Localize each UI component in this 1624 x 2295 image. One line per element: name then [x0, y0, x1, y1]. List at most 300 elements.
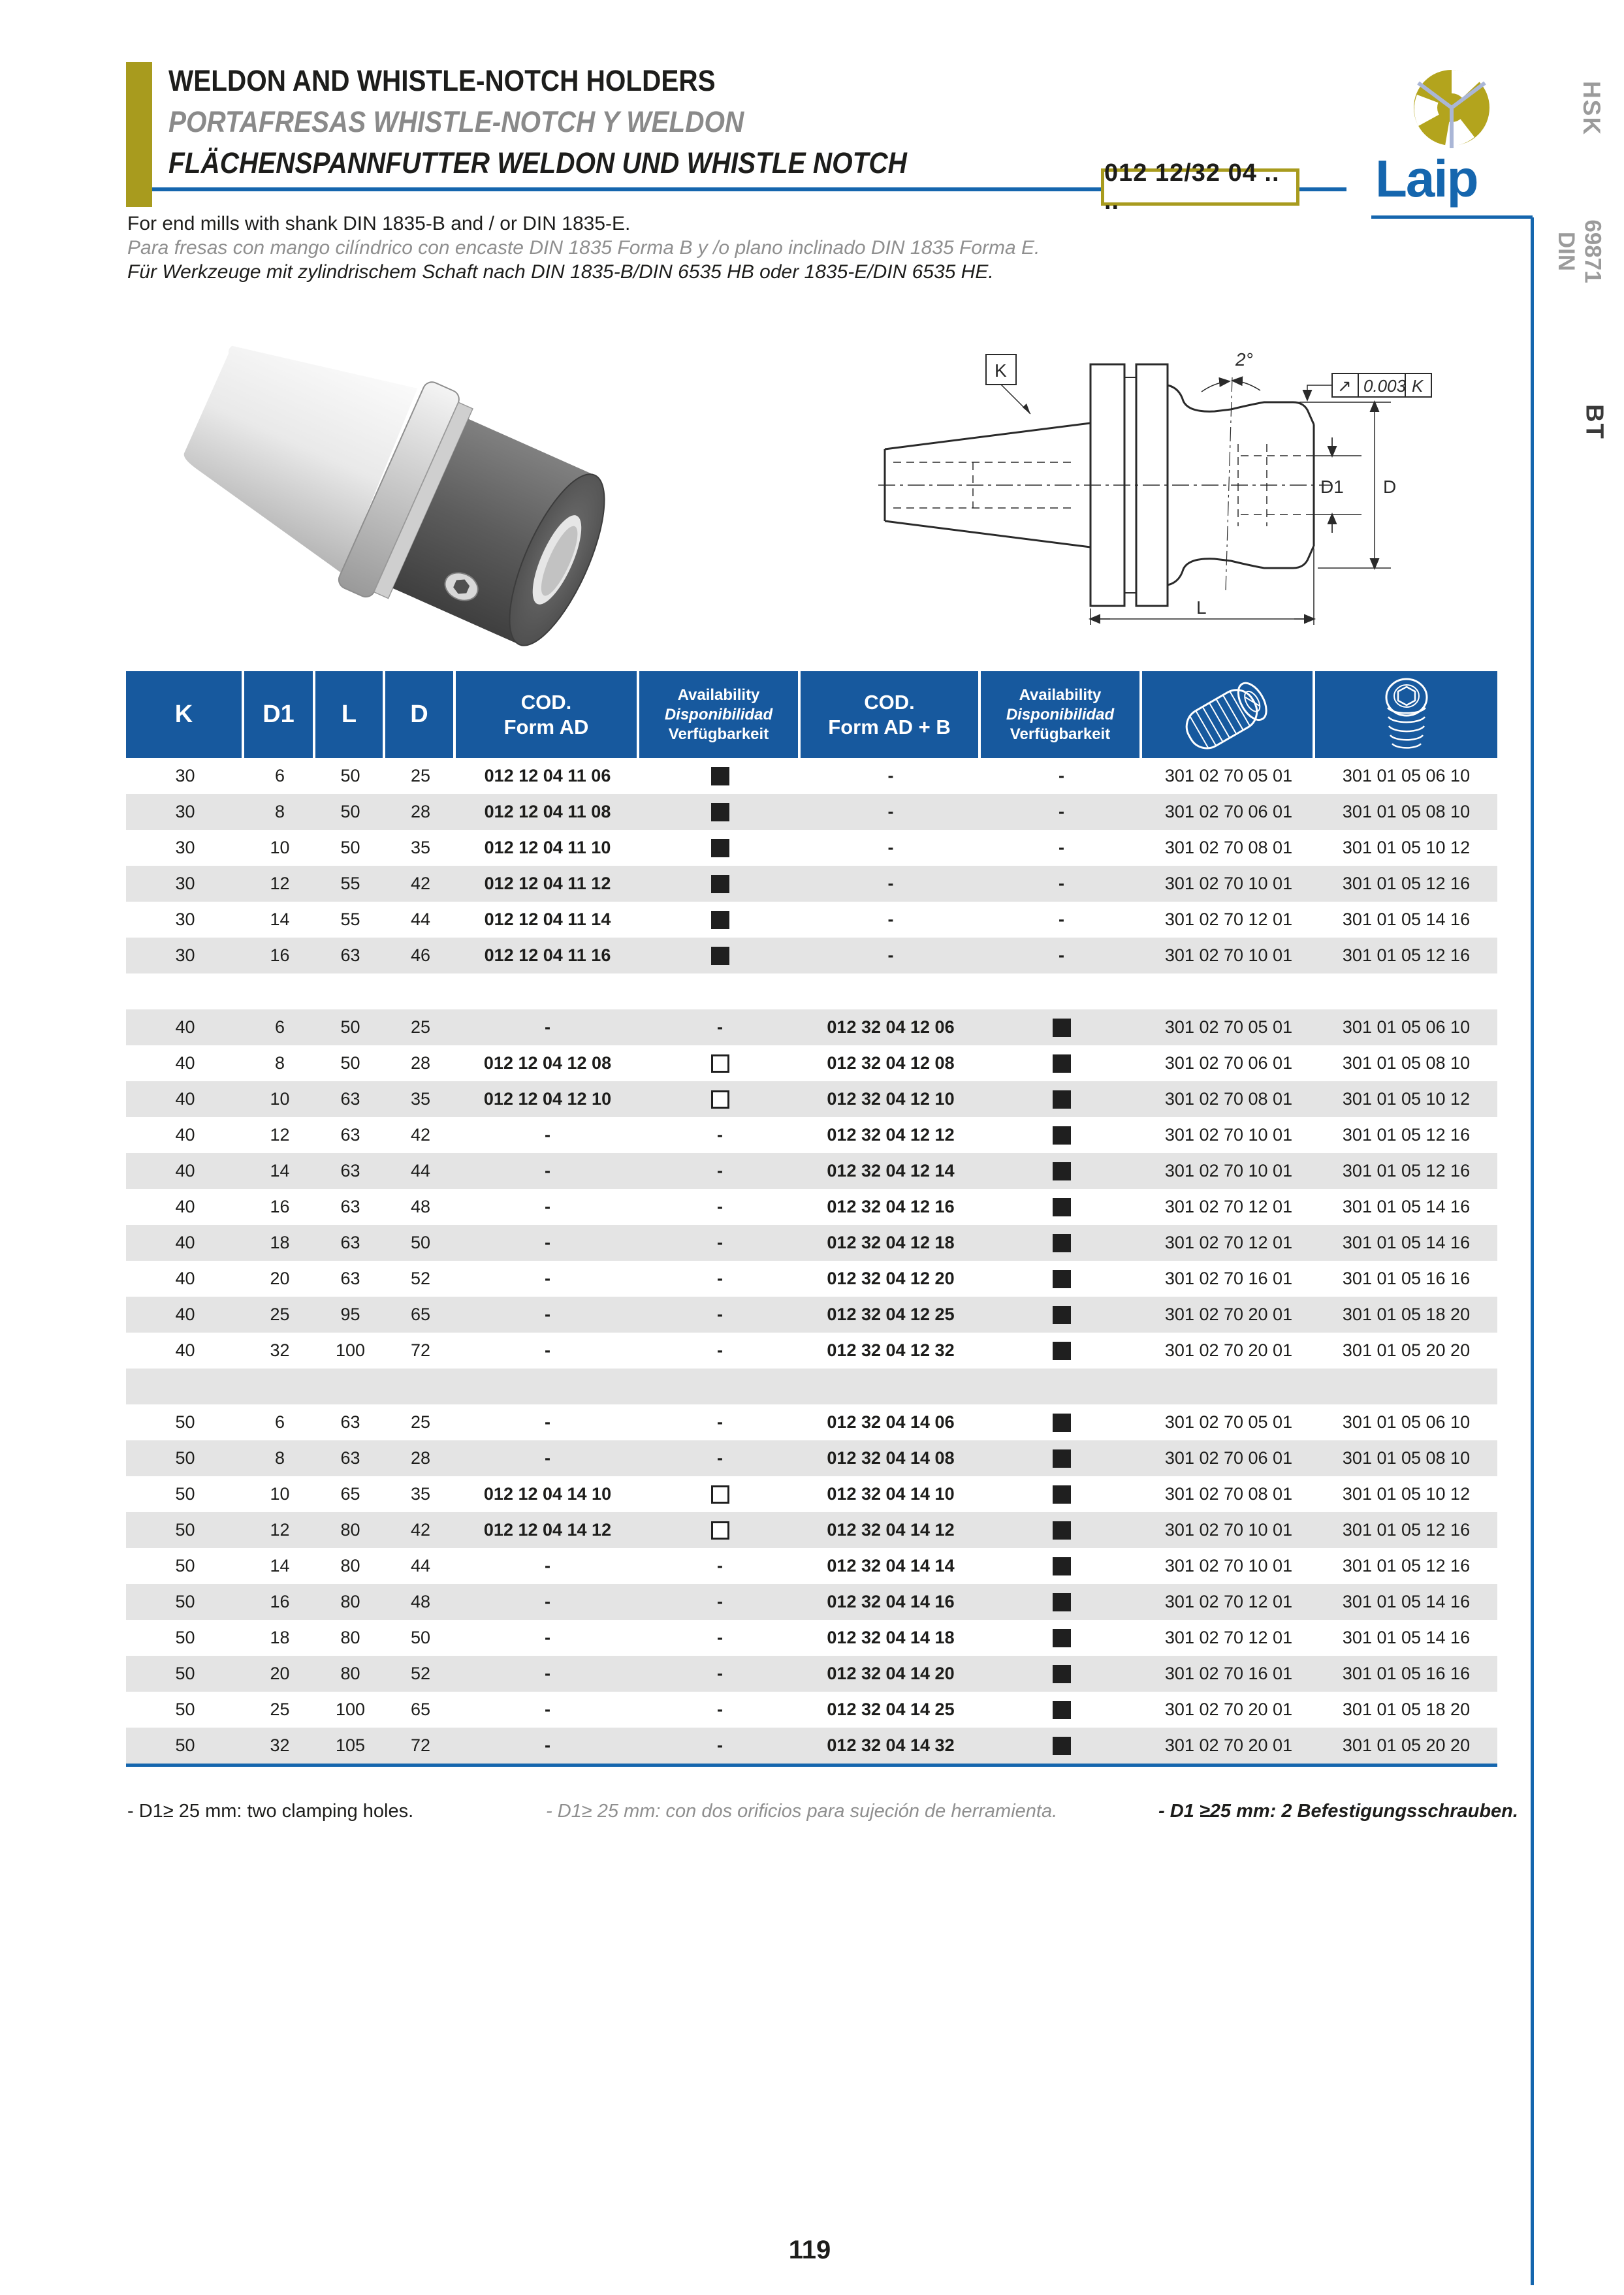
l-cell: 80 — [340, 1664, 360, 1683]
availability-filled-square — [1053, 1054, 1071, 1073]
cod-form-adb-cell: 012 32 04 14 08 — [827, 1448, 955, 1468]
cod-form-adb-cell: 012 32 04 12 20 — [827, 1269, 955, 1288]
page-title — [168, 60, 989, 183]
availability-adb-cell — [981, 1620, 1142, 1656]
table-row — [126, 902, 1497, 938]
d1-cell: 6 — [274, 1017, 285, 1037]
d-cell: 42 — [410, 1520, 431, 1540]
availability-filled-square — [1053, 1126, 1071, 1145]
availability-ad-cell: - — [717, 1664, 723, 1683]
l-cell: 63 — [340, 1448, 360, 1468]
technical-drawing — [875, 340, 1606, 640]
l-cell: 63 — [340, 1412, 360, 1432]
title-es: PORTAFRESAS WHISTLE-NOTCH Y WELDON — [168, 105, 744, 138]
l-cell: 80 — [340, 1520, 360, 1540]
side-screw-code-cell: 301 02 70 05 01 — [1164, 1412, 1293, 1432]
availability-ad-cell: - — [717, 1700, 723, 1719]
l-cell: 50 — [340, 1017, 360, 1037]
front-screw-code-cell: 301 01 05 12 16 — [1342, 1520, 1471, 1540]
d1-cell: 10 — [270, 838, 290, 857]
logo-underline — [1371, 215, 1533, 219]
cod-form-adb-cell: 012 32 04 14 06 — [827, 1412, 955, 1432]
side-screw-code-cell: 301 02 70 12 01 — [1164, 910, 1293, 929]
d-cell: 52 — [410, 1269, 431, 1288]
k-cell: 40 — [175, 1089, 195, 1109]
cod-form-ad-cell: - — [545, 1161, 550, 1180]
availability-adb-cell — [981, 1261, 1142, 1297]
col-header-side-screw — [1142, 671, 1313, 758]
d1-cell: 14 — [270, 910, 290, 929]
l-cell: 63 — [340, 1197, 360, 1216]
availability-adb-cell — [981, 1045, 1142, 1081]
d1-cell: 20 — [270, 1664, 290, 1683]
availability-ad-cell: - — [717, 1448, 723, 1468]
d1-cell: 12 — [270, 1125, 290, 1145]
drawing-d-label: D — [1383, 477, 1397, 497]
front-screw-code-cell: 301 01 05 12 16 — [1342, 1161, 1471, 1180]
side-screw-code-cell: 301 02 70 08 01 — [1164, 1484, 1293, 1504]
table-row — [126, 1153, 1497, 1189]
table-row — [126, 830, 1497, 866]
side-tab-hsk: HSK — [1578, 80, 1605, 136]
side-screw-code-cell: 301 02 70 05 01 — [1164, 766, 1293, 785]
footnote-es: - D1≥ 25 mm: con dos orificios para sujeción de herramienta. — [546, 1801, 1058, 1822]
l-cell: 63 — [340, 1161, 360, 1180]
d-cell: 28 — [410, 1448, 431, 1468]
d1-cell: 25 — [270, 1700, 290, 1719]
table-row — [126, 1728, 1497, 1764]
col-header-cod-form-ad: COD. Form AD — [456, 671, 637, 758]
cod-form-adb-cell: 012 32 04 12 18 — [827, 1233, 955, 1252]
cod-form-ad-cell: - — [545, 1448, 550, 1468]
d1-cell: 18 — [270, 1233, 290, 1252]
availability-ad-cell: - — [717, 1197, 723, 1216]
table-row — [126, 1045, 1497, 1081]
k-cell: 40 — [175, 1269, 195, 1288]
availability-ad-cell — [639, 866, 801, 902]
front-screw-code-cell: 301 01 05 14 16 — [1342, 1628, 1471, 1647]
k-cell: 30 — [175, 766, 195, 785]
footnote-de: - D1 ≥25 mm: 2 Befestigungsschrauben. — [1158, 1801, 1518, 1822]
side-screw-code-cell: 301 02 70 12 01 — [1164, 1628, 1293, 1647]
table-row — [126, 758, 1497, 794]
k-cell: 50 — [175, 1700, 195, 1719]
table-bottom-rule — [126, 1764, 1497, 1767]
table-row — [126, 1404, 1497, 1440]
availability-filled-square — [1053, 1593, 1071, 1611]
side-screw-code-cell: 301 02 70 20 01 — [1164, 1700, 1293, 1719]
d1-cell: 16 — [270, 945, 290, 965]
set-screw-side-icon — [1166, 680, 1290, 750]
availability-adb-cell — [981, 1225, 1142, 1261]
l-cell: 50 — [340, 802, 360, 821]
front-screw-code-cell: 301 01 05 12 16 — [1342, 1556, 1471, 1575]
cod-form-adb-cell: - — [887, 838, 894, 857]
availability-adb-cell: - — [1059, 910, 1064, 929]
set-screw-front-icon — [1371, 676, 1442, 753]
cod-form-ad-cell: 012 12 04 14 12 — [483, 1520, 612, 1540]
availability-filled-square — [1053, 1342, 1071, 1360]
footnote-en: - D1≥ 25 mm: two clamping holes. — [127, 1801, 414, 1822]
side-screw-code-cell: 301 02 70 06 01 — [1164, 1053, 1293, 1073]
d-cell: 42 — [410, 874, 431, 893]
side-screw-code-cell: 301 02 70 10 01 — [1164, 1556, 1293, 1575]
l-cell: 95 — [340, 1305, 360, 1324]
availability-adb-cell: - — [1059, 945, 1064, 965]
l-cell: 63 — [340, 1233, 360, 1252]
d1-cell: 32 — [270, 1340, 290, 1360]
availability-filled-square — [711, 947, 729, 965]
cod-form-ad-cell: - — [545, 1340, 550, 1360]
availability-ad-cell — [639, 1081, 801, 1117]
table-row — [126, 866, 1497, 902]
availability-filled-square — [1053, 1270, 1071, 1288]
d-cell: 44 — [410, 1161, 431, 1180]
availability-filled-square — [711, 875, 729, 893]
d-cell: 25 — [410, 1017, 431, 1037]
d-cell: 35 — [410, 838, 431, 857]
availability-adb-cell: - — [1059, 802, 1064, 821]
table-row — [126, 1117, 1497, 1153]
cod-form-adb-cell: - — [887, 874, 894, 893]
d-cell: 65 — [410, 1700, 431, 1719]
availability-ad-cell: - — [717, 1556, 723, 1575]
availability-filled-square — [1053, 1665, 1071, 1683]
k-cell: 30 — [175, 874, 195, 893]
k-cell: 40 — [175, 1053, 195, 1073]
d1-cell: 6 — [274, 1412, 285, 1432]
cod-form-ad-cell: - — [545, 1197, 550, 1216]
d-cell: 28 — [410, 1053, 431, 1073]
side-tab-bt: BT — [1580, 404, 1608, 440]
d-cell: 72 — [410, 1735, 431, 1755]
k-cell: 30 — [175, 802, 195, 821]
intro-en: For end mills with shank DIN 1835-B and / or DIN 1835-E. — [127, 213, 631, 234]
availability-filled-square — [711, 911, 729, 929]
l-cell: 105 — [335, 1735, 366, 1755]
table-body — [126, 758, 1497, 1764]
k-cell: 40 — [175, 1197, 195, 1216]
availability-adb-cell — [981, 1333, 1142, 1369]
l-cell: 63 — [340, 1089, 360, 1109]
k-cell: 40 — [175, 1340, 195, 1360]
availability-ad-cell: - — [717, 1161, 723, 1180]
table-row — [126, 1009, 1497, 1045]
d-cell: 50 — [410, 1233, 431, 1252]
side-screw-code-cell: 301 02 70 20 01 — [1164, 1340, 1293, 1360]
side-screw-code-cell: 301 02 70 10 01 — [1164, 1520, 1293, 1540]
table-row — [126, 1512, 1497, 1548]
table-row — [126, 1225, 1497, 1261]
availability-filled-square — [1053, 1629, 1071, 1647]
side-screw-code-cell: 301 02 70 12 01 — [1164, 1592, 1293, 1611]
availability-adb-cell — [981, 1728, 1142, 1764]
k-cell: 50 — [175, 1520, 195, 1540]
table-row — [126, 1440, 1497, 1476]
availability-filled-square — [1053, 1090, 1071, 1109]
side-screw-code-cell: 301 02 70 12 01 — [1164, 1197, 1293, 1216]
side-screw-code-cell: 301 02 70 05 01 — [1164, 1017, 1293, 1037]
availability-ad-cell — [639, 1045, 801, 1081]
k-cell: 40 — [175, 1017, 195, 1037]
cod-form-adb-cell: - — [887, 910, 894, 929]
availability-ad-cell — [639, 1476, 801, 1512]
availability-ad-cell — [639, 902, 801, 938]
side-tab-din-line1: DIN — [1553, 231, 1579, 272]
k-cell: 30 — [175, 838, 195, 857]
k-cell: 40 — [175, 1161, 195, 1180]
availability-adb-cell — [981, 1153, 1142, 1189]
k-cell: 50 — [175, 1412, 195, 1432]
availability-ad-cell: - — [717, 1412, 723, 1432]
front-screw-code-cell: 301 01 05 12 16 — [1342, 1125, 1471, 1145]
group-separator — [126, 1369, 1497, 1404]
k-cell: 40 — [175, 1125, 195, 1145]
availability-adb-cell — [981, 1081, 1142, 1117]
d-cell: 48 — [410, 1592, 431, 1611]
availability-adb-cell — [981, 1584, 1142, 1620]
cod-form-ad-cell: - — [545, 1125, 550, 1145]
availability-adb-cell — [981, 1189, 1142, 1225]
tolerance-value: 0.003 — [1363, 376, 1407, 396]
d1-cell: 12 — [270, 874, 290, 893]
d1-cell: 18 — [270, 1628, 290, 1647]
cod-form-adb-cell: 012 32 04 12 06 — [827, 1017, 955, 1037]
d-cell: 28 — [410, 802, 431, 821]
drawing-angle-label: 2° — [1235, 349, 1253, 370]
availability-filled-square — [1053, 1234, 1071, 1252]
l-cell: 80 — [340, 1628, 360, 1647]
intro-es: Para fresas con mango cilíndrico con encaste DIN 1835 Forma B y /o plano inclinado DIN 1835 Forma E. — [127, 237, 1040, 259]
d1-cell: 8 — [274, 1448, 285, 1468]
cod-form-ad-cell: - — [545, 1233, 550, 1252]
availability-ad-cell: - — [717, 1340, 723, 1360]
table-header — [126, 671, 1497, 758]
d-cell: 35 — [410, 1089, 431, 1109]
l-cell: 50 — [340, 1053, 360, 1073]
l-cell: 65 — [340, 1484, 360, 1504]
front-screw-code-cell: 301 01 05 08 10 — [1342, 1448, 1471, 1468]
table-row — [126, 1476, 1497, 1512]
front-screw-code-cell: 301 01 05 18 20 — [1342, 1700, 1471, 1719]
availability-filled-square — [711, 803, 729, 821]
side-screw-code-cell: 301 02 70 08 01 — [1164, 838, 1293, 857]
cod-form-adb-cell: 012 32 04 14 18 — [827, 1628, 955, 1647]
d-cell: 44 — [410, 910, 431, 929]
cod-form-ad-cell: 012 12 04 11 08 — [484, 802, 611, 821]
availability-filled-square — [1053, 1485, 1071, 1504]
title-en: WELDON AND WHISTLE-NOTCH HOLDERS — [168, 64, 716, 97]
l-cell: 50 — [340, 838, 360, 857]
laip-logo-text: Laip — [1375, 150, 1478, 208]
title-de: FLÄCHENSPANNFUTTER WELDON UND WHISTLE NOTCH — [168, 146, 907, 180]
front-screw-code-cell: 301 01 05 08 10 — [1342, 1053, 1471, 1073]
cod-form-adb-cell: 012 32 04 12 25 — [827, 1305, 955, 1324]
col-header-l: L — [315, 671, 383, 758]
table-row — [126, 1261, 1497, 1297]
availability-adb-cell — [981, 1297, 1142, 1333]
cod-form-ad-cell: 012 12 04 11 16 — [484, 945, 611, 965]
cod-form-ad-cell: 012 12 04 12 10 — [483, 1089, 612, 1109]
d1-cell: 25 — [270, 1305, 290, 1324]
availability-ad-cell — [639, 758, 801, 794]
availability-filled-square — [1053, 1557, 1071, 1575]
table-row — [126, 1297, 1497, 1333]
d1-cell: 8 — [274, 802, 285, 821]
front-screw-code-cell: 301 01 05 18 20 — [1342, 1305, 1471, 1324]
l-cell: 55 — [340, 874, 360, 893]
cod-form-adb-cell: 012 32 04 12 16 — [827, 1197, 955, 1216]
front-screw-code-cell: 301 01 05 06 10 — [1342, 1412, 1471, 1432]
availability-adb-cell — [981, 1476, 1142, 1512]
availability-empty-square — [711, 1054, 729, 1073]
k-cell: 40 — [175, 1305, 195, 1324]
availability-ad-cell: - — [717, 1735, 723, 1755]
availability-adb-cell — [981, 1009, 1142, 1045]
side-screw-code-cell: 301 02 70 06 01 — [1164, 802, 1293, 821]
availability-empty-square — [711, 1485, 729, 1504]
drawing-k-label: K — [995, 360, 1007, 381]
d-cell: 25 — [410, 766, 431, 785]
cod-form-ad-cell: 012 12 04 11 06 — [484, 766, 611, 785]
col-header-cod-form-adb: COD. Form AD + B — [801, 671, 978, 758]
side-screw-code-cell: 301 02 70 06 01 — [1164, 1448, 1293, 1468]
cod-form-ad-cell: - — [545, 1412, 550, 1432]
side-screw-code-cell: 301 02 70 10 01 — [1164, 874, 1293, 893]
table-row — [126, 1584, 1497, 1620]
side-screw-code-cell: 301 02 70 10 01 — [1164, 1125, 1293, 1145]
side-screw-code-cell: 301 02 70 16 01 — [1164, 1269, 1293, 1288]
d1-cell: 14 — [270, 1161, 290, 1180]
drawing-d1-label: D1 — [1320, 477, 1344, 497]
group-separator — [126, 973, 1497, 1009]
d1-cell: 8 — [274, 1053, 285, 1073]
cod-form-ad-cell: 012 12 04 11 14 — [484, 910, 611, 929]
availability-adb-cell — [981, 1656, 1142, 1692]
d1-cell: 6 — [274, 766, 285, 785]
col-header-d1: D1 — [244, 671, 313, 758]
table-row — [126, 1620, 1497, 1656]
availability-filled-square — [1053, 1306, 1071, 1324]
side-screw-code-cell: 301 02 70 10 01 — [1164, 945, 1293, 965]
front-screw-code-cell: 301 01 05 14 16 — [1342, 1197, 1471, 1216]
d1-cell: 12 — [270, 1520, 290, 1540]
intro-de: Für Werkzeuge mit zylindrischem Schaft nach DIN 1835-B/DIN 6535 HB oder 1835-E/DIN 6535 HE. — [127, 261, 994, 283]
cod-form-ad-cell: - — [545, 1628, 550, 1647]
d1-cell: 16 — [270, 1592, 290, 1611]
table-row — [126, 1189, 1497, 1225]
d-cell: 46 — [410, 945, 431, 965]
front-screw-code-cell: 301 01 05 20 20 — [1342, 1735, 1471, 1755]
availability-filled-square — [1053, 1198, 1071, 1216]
cod-form-ad-cell: 012 12 04 11 12 — [484, 874, 611, 893]
d1-cell: 32 — [270, 1735, 290, 1755]
laip-logo-icon — [1409, 69, 1494, 150]
cod-form-adb-cell: 012 32 04 14 12 — [827, 1520, 955, 1540]
l-cell: 80 — [340, 1556, 360, 1575]
l-cell: 100 — [335, 1340, 366, 1360]
availability-adb-cell — [981, 1404, 1142, 1440]
availability-filled-square — [1053, 1449, 1071, 1468]
availability-filled-square — [1053, 1162, 1071, 1180]
table-row — [126, 938, 1497, 973]
availability-empty-square — [711, 1521, 729, 1540]
col-header-availability-ad: Availability Disponibilidad Verfügbarkeit — [639, 671, 798, 758]
availability-ad-cell: - — [717, 1269, 723, 1288]
cod-form-ad-cell: - — [545, 1700, 550, 1719]
availability-ad-cell: - — [717, 1305, 723, 1324]
runout-symbol: ↗ — [1337, 376, 1352, 396]
l-cell: 55 — [340, 910, 360, 929]
side-tab-din-line2: 69871 — [1580, 219, 1606, 283]
k-cell: 50 — [175, 1735, 195, 1755]
l-cell: 50 — [340, 766, 360, 785]
side-screw-code-cell: 301 02 70 16 01 — [1164, 1664, 1293, 1683]
cod-form-adb-cell: 012 32 04 12 10 — [827, 1089, 955, 1109]
l-cell: 63 — [340, 1125, 360, 1145]
cod-form-ad-cell: - — [545, 1305, 550, 1324]
cod-form-ad-cell: - — [545, 1269, 550, 1288]
d1-cell: 20 — [270, 1269, 290, 1288]
availability-ad-cell: - — [717, 1628, 723, 1647]
availability-ad-cell: - — [717, 1592, 723, 1611]
cod-form-ad-cell: 012 12 04 11 10 — [484, 838, 611, 857]
cod-form-adb-cell: 012 32 04 12 12 — [827, 1125, 955, 1145]
accent-bar — [126, 62, 152, 207]
l-cell: 63 — [340, 945, 360, 965]
table-row — [126, 1081, 1497, 1117]
availability-adb-cell — [981, 1440, 1142, 1476]
l-cell: 80 — [340, 1592, 360, 1611]
front-screw-code-cell: 301 01 05 08 10 — [1342, 802, 1471, 821]
availability-adb-cell — [981, 1512, 1142, 1548]
cod-form-adb-cell: 012 32 04 14 25 — [827, 1700, 955, 1719]
d-cell: 72 — [410, 1340, 431, 1360]
availability-ad-cell — [639, 794, 801, 830]
front-screw-code-cell: 301 01 05 14 16 — [1342, 910, 1471, 929]
tolerance-ref: K — [1412, 376, 1424, 396]
header-rule — [152, 187, 1101, 191]
front-screw-code-cell: 301 01 05 10 12 — [1342, 1089, 1471, 1109]
order-code-box: 012 12/32 04 .. .. — [1101, 168, 1299, 206]
cod-form-adb-cell: 012 32 04 14 20 — [827, 1664, 955, 1683]
front-screw-code-cell: 301 01 05 12 16 — [1342, 945, 1471, 965]
table-row — [126, 1656, 1497, 1692]
availability-filled-square — [1053, 1737, 1071, 1755]
col-header-front-screw — [1315, 671, 1497, 758]
availability-ad-cell: - — [717, 1233, 723, 1252]
cod-form-adb-cell: 012 32 04 14 10 — [827, 1484, 955, 1504]
availability-filled-square — [1053, 1019, 1071, 1037]
cod-form-adb-cell: 012 32 04 14 14 — [827, 1556, 955, 1575]
front-screw-code-cell: 301 01 05 20 20 — [1342, 1340, 1471, 1360]
cod-form-adb-cell: - — [887, 802, 894, 821]
availability-ad-cell — [639, 938, 801, 973]
l-cell: 100 — [335, 1700, 366, 1719]
availability-ad-cell: - — [717, 1125, 723, 1145]
cod-form-ad-cell: 012 12 04 12 08 — [483, 1053, 612, 1073]
availability-adb-cell — [981, 1692, 1142, 1728]
availability-ad-cell — [639, 830, 801, 866]
k-cell: 50 — [175, 1556, 195, 1575]
front-screw-code-cell: 301 01 05 16 16 — [1342, 1269, 1471, 1288]
front-screw-code-cell: 301 01 05 14 16 — [1342, 1233, 1471, 1252]
front-screw-code-cell: 301 01 05 06 10 — [1342, 766, 1471, 785]
k-cell: 50 — [175, 1628, 195, 1647]
k-cell: 40 — [175, 1233, 195, 1252]
availability-filled-square — [1053, 1701, 1071, 1719]
availability-filled-square — [711, 767, 729, 785]
